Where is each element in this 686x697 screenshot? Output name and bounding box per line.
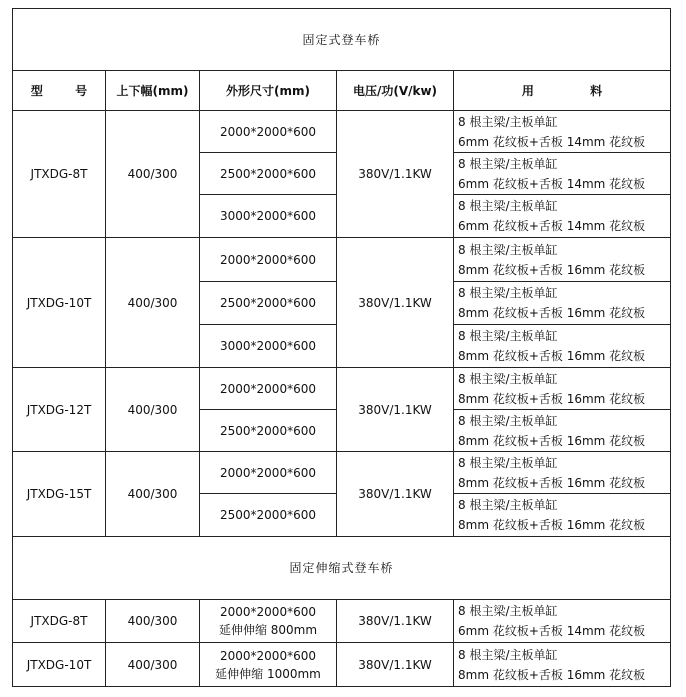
model-cell: JTXDG-12T bbox=[13, 368, 106, 452]
power-cell: 380V/1.1KW bbox=[337, 643, 454, 687]
material-cell bbox=[454, 643, 671, 687]
material-cell bbox=[454, 238, 671, 282]
model-cell: JTXDG-10T bbox=[13, 643, 106, 687]
material-line-2: 8mm 花纹板+舌板 16mm 花纹板 bbox=[458, 349, 646, 363]
material-line-2: 8mm 花纹板+舌板 16mm 花纹板 bbox=[458, 475, 646, 490]
material-line-1: 8 根主梁/主板单缸 bbox=[458, 156, 558, 171]
dimension-cell: 2000*2000*600 bbox=[200, 238, 337, 282]
material-line-1: 8 根主梁/主板单缸 bbox=[458, 242, 558, 257]
model-cell: JTXDG-8T bbox=[13, 111, 106, 238]
material-line-2: 6mm 花纹板+舌板 14mm 花纹板 bbox=[458, 134, 646, 149]
material-line-2: 8mm 花纹板+舌板 16mm 花纹板 bbox=[458, 262, 646, 277]
header-stroke: 上下幅(mm) bbox=[106, 71, 200, 111]
dimension-cell: 2500*2000*600 bbox=[200, 494, 337, 537]
material-cell bbox=[454, 325, 671, 368]
model-cell: JTXDG-10T bbox=[13, 238, 106, 368]
header-model: 型 号 bbox=[13, 71, 106, 111]
material-line-1: 8 根主梁/主板单缸 bbox=[458, 329, 558, 343]
dimension-cell: 2500*2000*600 bbox=[200, 282, 337, 325]
power-cell: 380V/1.1KW bbox=[337, 238, 454, 368]
header-power: 电压/功(V/kw) bbox=[337, 71, 454, 111]
dimension-line-2: 延伸伸缩 1000mm bbox=[215, 666, 321, 681]
material-cell bbox=[454, 111, 671, 153]
material-line-2: 6mm 花纹板+舌板 14mm 花纹板 bbox=[458, 176, 646, 191]
material-cell bbox=[454, 494, 671, 537]
stroke-cell: 400/300 bbox=[106, 452, 200, 537]
material-line-1: 8 根主梁/主板单缸 bbox=[458, 455, 558, 470]
table-row bbox=[13, 600, 671, 643]
dimension-cell: 2000*2000*600 bbox=[200, 111, 337, 153]
header-row bbox=[13, 71, 671, 111]
dimension-line-1: 2000*2000*600 bbox=[220, 605, 316, 619]
stroke-cell: 400/300 bbox=[106, 600, 200, 643]
model-cell: JTXDG-15T bbox=[13, 452, 106, 537]
section1-title: 固定式登车桥 bbox=[13, 9, 671, 71]
table-row bbox=[13, 643, 671, 687]
dimension-cell: 2000*2000*600 bbox=[200, 452, 337, 494]
material-line-1: 8 根主梁/主板单缸 bbox=[458, 199, 558, 213]
section1-title-row bbox=[13, 9, 671, 71]
stroke-cell: 400/300 bbox=[106, 368, 200, 452]
header-material: 用 料 bbox=[454, 71, 671, 111]
dimension-cell: 2000*2000*600 bbox=[200, 368, 337, 410]
material-line-1: 8 根主梁/主板单缸 bbox=[458, 371, 558, 386]
material-line-1: 8 根主梁/主板单缸 bbox=[458, 604, 558, 618]
material-line-2: 8mm 花纹板+舌板 16mm 花纹板 bbox=[458, 433, 646, 448]
stroke-cell: 400/300 bbox=[106, 643, 200, 687]
material-line-2: 8mm 花纹板+舌板 16mm 花纹板 bbox=[458, 518, 646, 532]
dimension-cell: 2500*2000*600 bbox=[200, 153, 337, 195]
material-line-1: 8 根主梁/主板单缸 bbox=[458, 114, 558, 129]
material-line-2: 8mm 花纹板+舌板 16mm 花纹板 bbox=[458, 306, 646, 320]
material-cell bbox=[454, 600, 671, 643]
table-row bbox=[13, 452, 671, 494]
dimension-line-2: 延伸伸缩 800mm bbox=[218, 623, 318, 637]
section2-title-row bbox=[13, 537, 671, 600]
table-row bbox=[13, 368, 671, 410]
stroke-cell: 400/300 bbox=[106, 111, 200, 238]
section2-title: 固定伸缩式登车桥 bbox=[13, 537, 671, 600]
material-line-1: 8 根主梁/主板单缸 bbox=[458, 286, 558, 300]
dimension-cell bbox=[200, 600, 337, 643]
power-cell: 380V/1.1KW bbox=[337, 111, 454, 238]
spec-table bbox=[12, 8, 671, 687]
material-line-2: 8mm 花纹板+舌板 16mm 花纹板 bbox=[458, 391, 646, 406]
header-dimensions: 外形尺寸(mm) bbox=[200, 71, 337, 111]
material-line-2: 6mm 花纹板+舌板 14mm 花纹板 bbox=[458, 624, 646, 638]
dimension-cell: 3000*2000*600 bbox=[200, 195, 337, 238]
material-line-2: 6mm 花纹板+舌板 14mm 花纹板 bbox=[458, 219, 646, 233]
dimension-cell: 2500*2000*600 bbox=[200, 410, 337, 452]
dimension-cell bbox=[200, 643, 337, 687]
material-line-1: 8 根主梁/主板单缸 bbox=[458, 647, 558, 662]
material-cell bbox=[454, 452, 671, 494]
power-cell: 380V/1.1KW bbox=[337, 600, 454, 643]
power-cell: 380V/1.1KW bbox=[337, 452, 454, 537]
stroke-cell: 400/300 bbox=[106, 238, 200, 368]
model-cell: JTXDG-8T bbox=[13, 600, 106, 643]
dimension-cell: 3000*2000*600 bbox=[200, 325, 337, 368]
dimension-line-1: 2000*2000*600 bbox=[220, 648, 316, 663]
power-cell: 380V/1.1KW bbox=[337, 368, 454, 452]
material-cell bbox=[454, 195, 671, 238]
material-cell bbox=[454, 153, 671, 195]
table-row bbox=[13, 238, 671, 282]
material-line-1: 8 根主梁/主板单缸 bbox=[458, 498, 558, 512]
material-line-2: 8mm 花纹板+舌板 16mm 花纹板 bbox=[458, 667, 646, 682]
material-cell bbox=[454, 282, 671, 325]
table-row bbox=[13, 111, 671, 153]
material-cell bbox=[454, 368, 671, 410]
material-cell bbox=[454, 410, 671, 452]
material-line-1: 8 根主梁/主板单缸 bbox=[458, 413, 558, 428]
